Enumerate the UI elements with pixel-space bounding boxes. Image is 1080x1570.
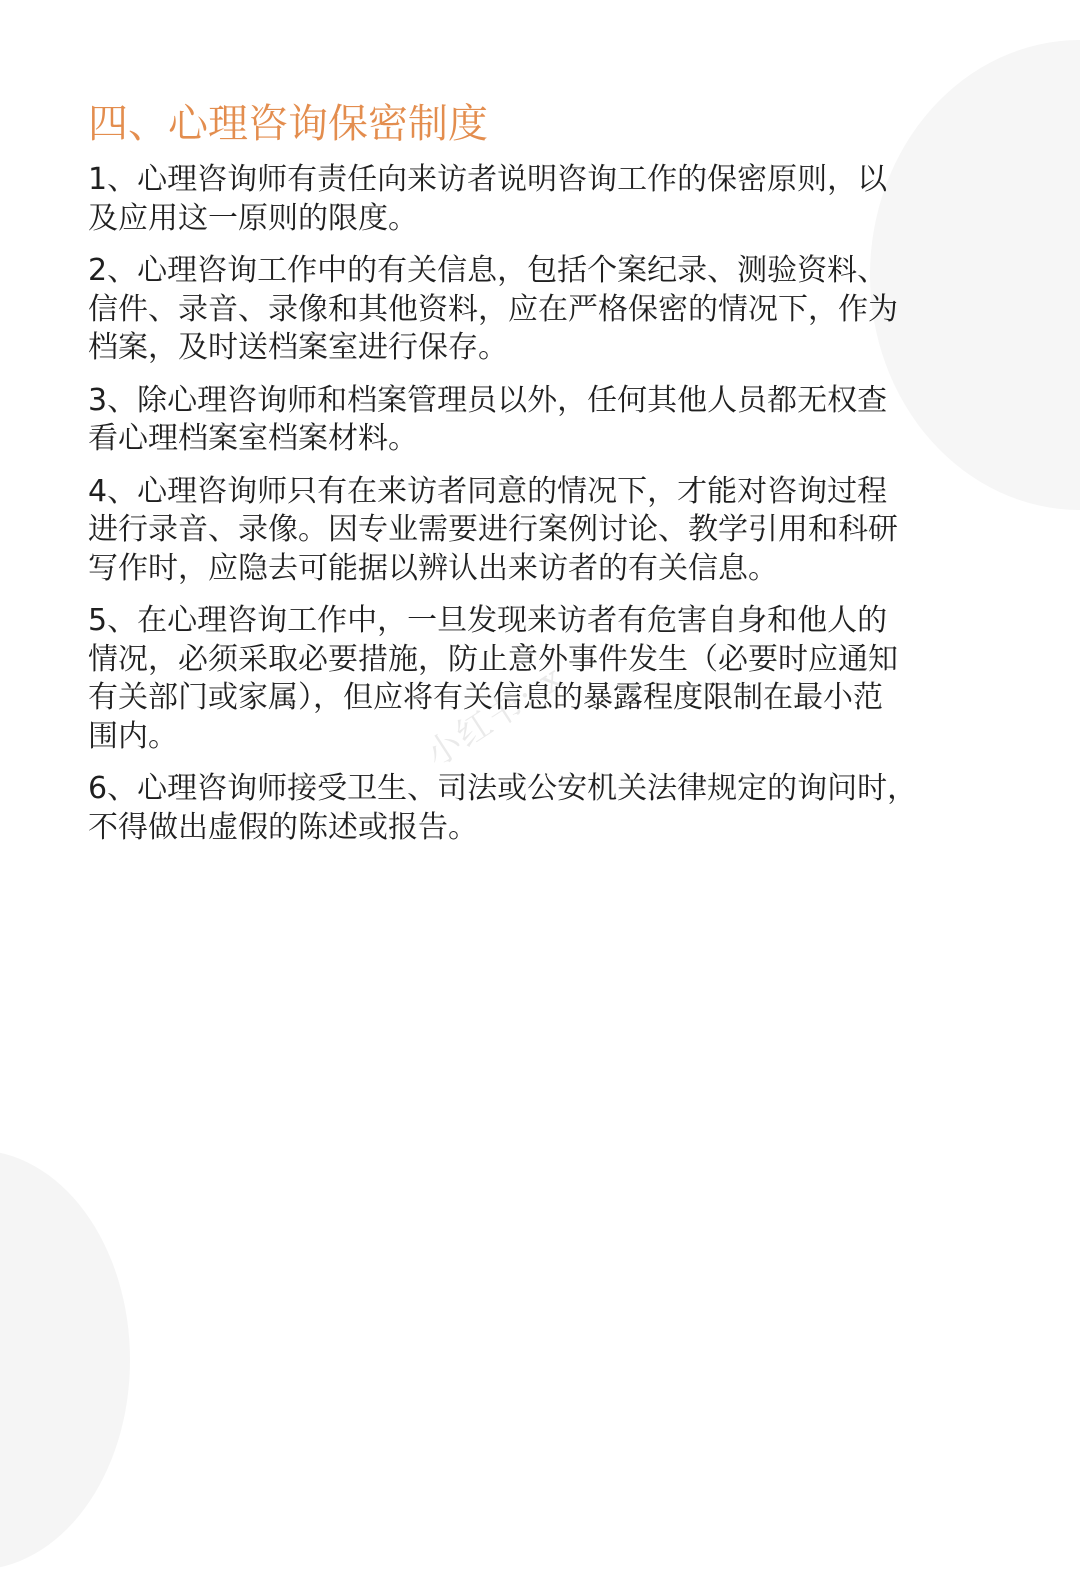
paragraph-line: 档案，及时送档案室进行保存。 xyxy=(88,330,508,365)
paragraph-line: 写作时，应隐去可能据以辨认出来访者的有关信息。 xyxy=(88,550,778,586)
page-title: 四、心理咨询保密制度 xyxy=(88,101,488,147)
paragraph-line: 3、除心理咨询师和档案管理员以外，任何其他人员都无权查 xyxy=(88,382,888,418)
rule-paragraph-5 xyxy=(88,602,968,756)
background-circle-left xyxy=(0,1150,130,1570)
watermark: 小红书: x xyxy=(419,657,572,776)
document-body xyxy=(88,98,968,861)
paragraph-line: 1、心理咨询师有责任向来访者说明咨询工作的保密原则，以 xyxy=(88,162,888,197)
paragraph-line: 看心理档案室档案材料。 xyxy=(88,421,418,456)
rule-paragraph-4 xyxy=(88,473,968,589)
paragraph-line: 信件、录音、录像和其他资料，应在严格保密的情况下，作为 xyxy=(88,291,898,327)
rule-paragraph-2 xyxy=(88,252,968,368)
paragraph-line: 有关部门或家属），但应将有关信息的暴露程度限制在最小范 xyxy=(88,680,883,715)
paragraph-line: 不得做出虚假的陈述或报告。 xyxy=(88,809,478,845)
paragraph-line: 进行录音、录像。因专业需要进行案例讨论、教学引用和科研 xyxy=(88,512,898,547)
rule-paragraph-3 xyxy=(88,382,968,459)
paragraph-line: 及应用这一原则的限度。 xyxy=(88,200,418,236)
paragraph-line: 围内。 xyxy=(88,718,178,754)
rule-paragraph-6 xyxy=(88,770,968,847)
paragraph-line: 2、心理咨询工作中的有关信息，包括个案纪录、测验资料、 xyxy=(88,253,888,288)
rule-paragraph-1 xyxy=(88,161,968,238)
paragraph-line: 6、心理咨询师接受卫生、司法或公安机关法律规定的询问时， xyxy=(88,771,918,806)
paragraph-line: 4、心理咨询师只有在来访者同意的情况下，才能对咨询过程 xyxy=(88,473,888,509)
paragraph-line: 情况，必须采取必要措施，防止意外事件发生（必要时应通知 xyxy=(88,641,898,677)
paragraph-line: 5、在心理咨询工作中，一旦发现来访者有危害自身和他人的 xyxy=(88,603,888,638)
